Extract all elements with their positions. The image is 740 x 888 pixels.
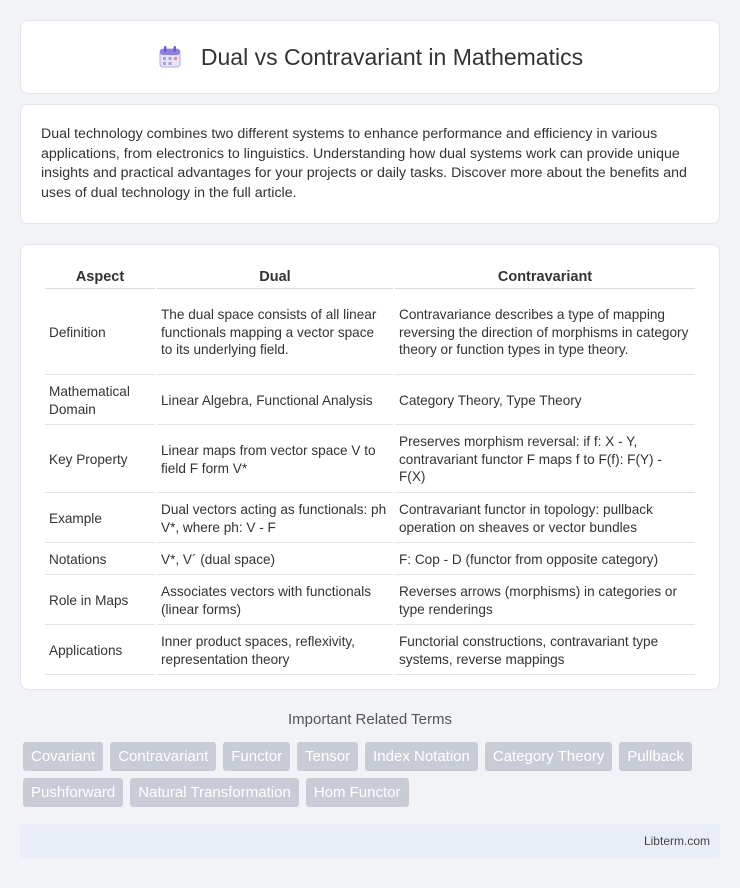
contravariant-cell: Functorial constructions, contravariant type systems, reverse mappings [395,627,695,675]
dual-cell: Inner product spaces, reflexivity, representation theory [157,627,393,675]
aspect-cell: Example [45,495,155,543]
tag-natural-transformation[interactable]: Natural Transformation [130,778,299,807]
aspect-cell: Definition [45,291,155,375]
table-row [45,627,695,675]
dual-cell: Linear maps from vector space V to field F form V* [157,427,393,493]
table-row [45,577,695,625]
page-title: Dual vs Contravariant in Mathematics [200,43,584,70]
table-row [45,545,695,575]
header-dual: Dual [157,267,393,289]
footer [20,824,720,858]
contravariant-cell: Contravariant functor in topology: pullback operation on sheaves or vector bundles [395,495,695,543]
aspect-cell: Role in Maps [45,577,155,625]
related-terms-title: Important Related Terms [288,711,452,728]
tag-index-notation[interactable]: Index Notation [365,742,478,771]
dual-cell: Associates vectors with functionals (linear forms) [157,577,393,625]
contravariant-cell: Category Theory, Type Theory [395,377,695,425]
calendar-icon [157,44,183,70]
title-wrap [157,44,583,71]
related-terms-tags [23,742,723,807]
tag-pullback[interactable]: Pullback [619,742,692,771]
dual-cell: Dual vectors acting as functionals: ph V*, where ph: V - F [157,495,393,543]
table-row [45,291,695,375]
table-row [45,427,695,493]
comparison-card [20,244,720,690]
intro-text: Dual technology combines two different systems to enhance performance and efficiency in various applications, from electronics to linguistics. Understanding how dual systems work can provide unique insights and practical advantages for your projects or daily tasks. Discover more about the benefits and uses of dual technology in the full article. [41,126,687,201]
tag-pushforward[interactable]: Pushforward [23,778,123,807]
contravariant-cell: F: Cop - D (functor from opposite category) [395,545,695,575]
table-row [45,377,695,425]
tag-covariant[interactable]: Covariant [23,742,103,771]
aspect-cell: Mathematical Domain [45,377,155,425]
comparison-table [43,265,697,677]
tag-functor[interactable]: Functor [223,742,290,771]
aspect-cell: Notations [45,545,155,575]
contravariant-cell: Contravariance describes a type of mapping reversing the direction of morphisms in category theory or function types in type theory. [395,291,695,375]
table-row [45,495,695,543]
tag-category-theory[interactable]: Category Theory [485,742,612,771]
dual-cell: Linear Algebra, Functional Analysis [157,377,393,425]
intro-card [20,104,720,224]
dual-cell: V*, V´ (dual space) [157,545,393,575]
contravariant-cell: Preserves morphism reversal: if f: X - Y, contravariant functor F maps f to F(f): F(Y) - F(X) [395,427,695,493]
aspect-cell: Applications [45,627,155,675]
contravariant-cell: Reverses arrows (morphisms) in categories or type renderings [395,577,695,625]
table-header-row [45,267,695,289]
header-card [20,20,720,94]
header-contravariant: Contravariant [395,267,695,289]
dual-cell: The dual space consists of all linear functionals mapping a vector space to its underlying field. [157,291,393,375]
tag-hom-functor[interactable]: Hom Functor [306,778,409,807]
tag-contravariant[interactable]: Contravariant [110,742,216,771]
header-aspect: Aspect [45,267,155,289]
footer-site-link[interactable]: Libterm.com [643,834,710,848]
tag-tensor[interactable]: Tensor [297,742,358,771]
aspect-cell: Key Property [45,427,155,493]
